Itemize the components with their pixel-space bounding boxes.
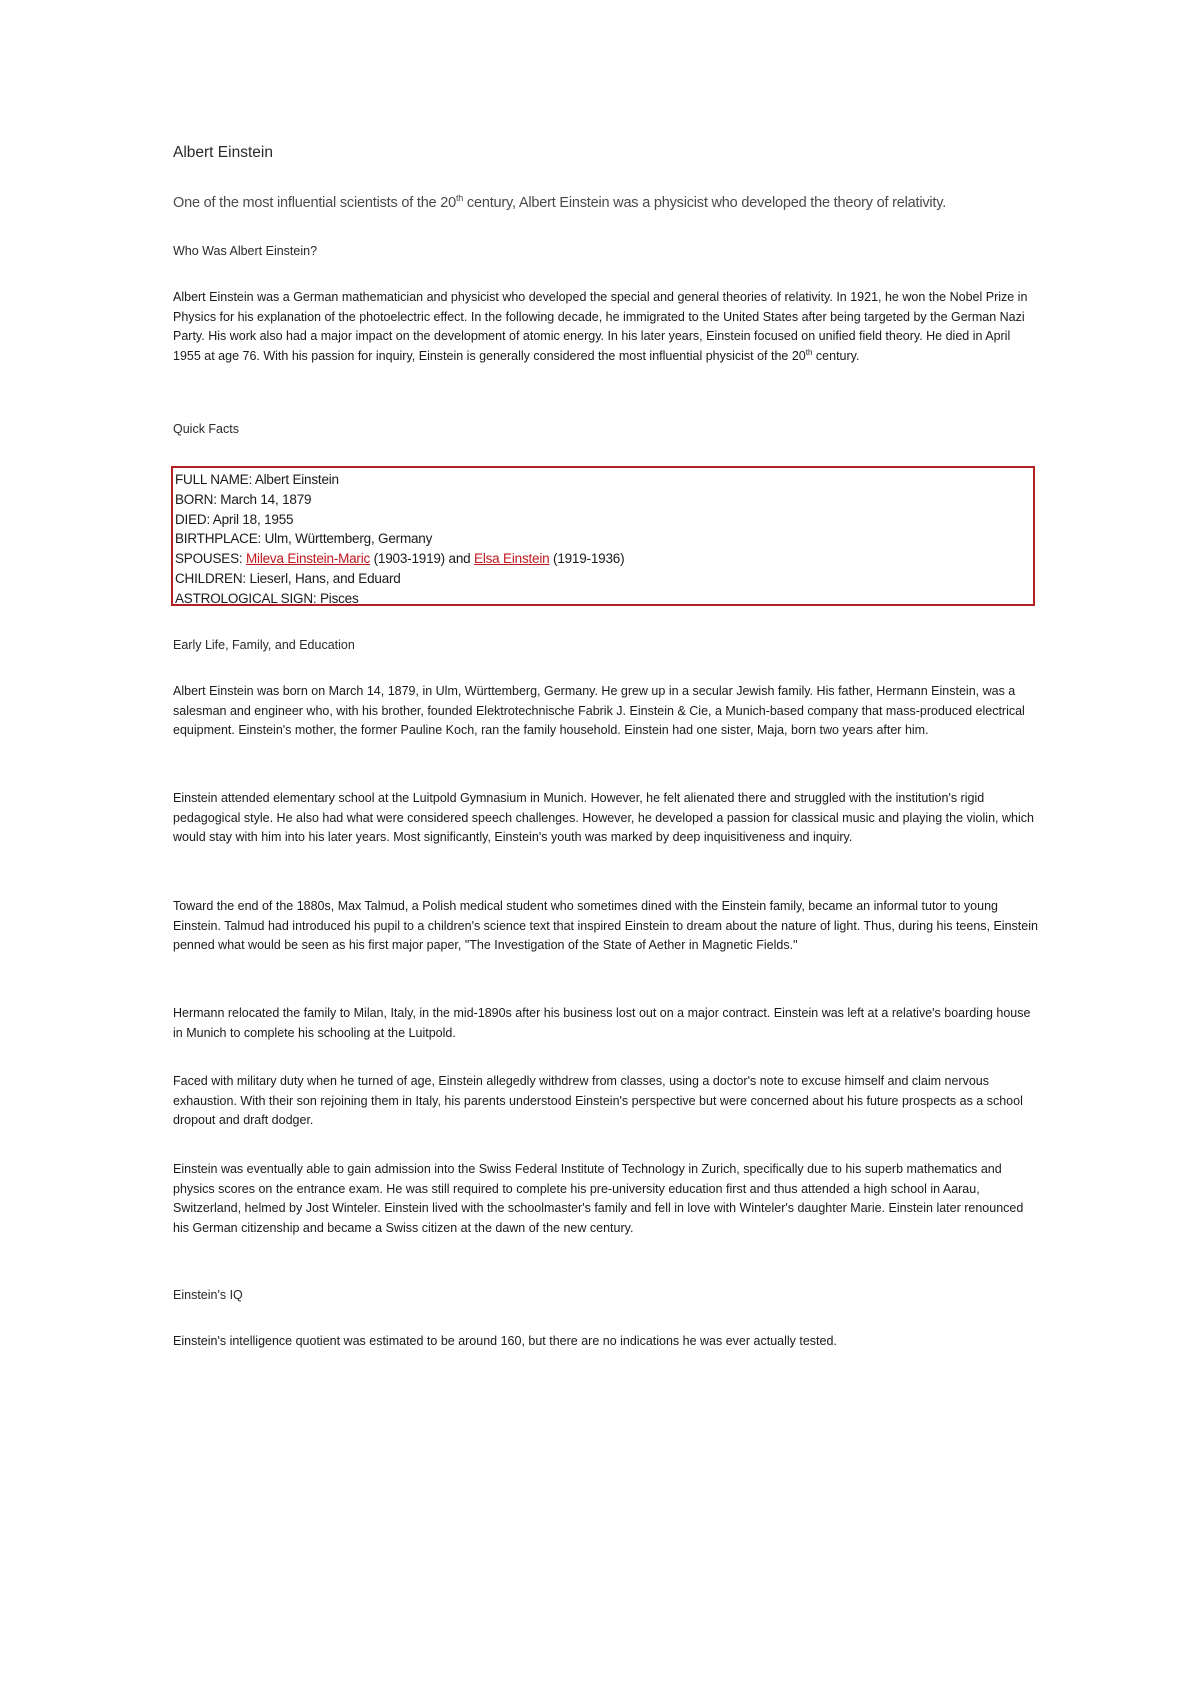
spouse-link-mileva[interactable]: Mileva Einstein-Maric xyxy=(245,551,371,567)
spouses-label: SPOUSES: xyxy=(175,551,246,567)
fact-spouses xyxy=(175,549,1033,569)
fact-children: CHILDREN: Lieserl, Hans, and Eduard xyxy=(175,570,401,586)
subtitle-text-start: One of the most influential scientists of the 20 xyxy=(173,194,456,211)
paragraph-iq: Einstein's intelligence quotient was estimated to be around 160, but there are no indications he was ever actually tested. xyxy=(173,1334,837,1348)
section-heading-early-life: Early Life, Family, and Education xyxy=(173,638,355,652)
fact-born: BORN: March 14, 1879 xyxy=(175,491,312,507)
article-subtitle xyxy=(173,193,946,211)
paragraph-early-life-3: Toward the end of the 1880s, Max Talmud, a Polish medical student who sometimes dined with the Einstein family, became an informal tutor to young Einstein. Talmud had introduced his pupil to a children's science text that inspired Einstein to dream about the nature of light. Thus, during his teens, Einstein penned what would be seen as his first major paper, "The Investigation of the State of Aether in Magnetic Fields." xyxy=(173,899,1038,953)
paragraph-who-superscript: th xyxy=(805,347,813,357)
paragraph-early-life-6: Einstein was eventually able to gain admission into the Swiss Federal Institute of Technology in Zurich, specifically due to his superb mathematics and physics scores on the entrance exam. He was still required to complete his pre-university education first and thus attended a high school in Aarau, Switzerland, helmed by Jost Winteler. Einstein lived with the schoolmaster's family and fell in love with Winteler's daughter Marie. Einstein later renounced his German citizenship and became a Swiss citizen at the dawn of the new century. xyxy=(173,1162,1024,1236)
paragraph-early-life-5: Faced with military duty when he turned of age, Einstein allegedly withdrew from classes, using a doctor's note to excuse himself and claim nervous exhaustion. With their son rejoining them in Italy, his parents understood Einstein's perspective but were concerned about his future prospects as a school dropout and draft dodger. xyxy=(173,1074,1023,1128)
quick-facts-box xyxy=(171,466,1035,606)
subtitle-text-end: century, Albert Einstein was a physicist who developed the theory of relativity. xyxy=(463,194,947,211)
fact-full-name: FULL NAME: Albert Einstein xyxy=(175,472,339,487)
fact-birthplace: BIRTHPLACE: Ulm, Württemberg, Germany xyxy=(175,531,433,547)
subtitle-superscript: th xyxy=(455,193,464,203)
fact-died: DIED: April 18, 1955 xyxy=(175,511,294,527)
section-heading-quick-facts: Quick Facts xyxy=(173,422,239,436)
paragraph-early-life-4: Hermann relocated the family to Milan, Italy, in the mid-1890s after his business lost out on a major contract. Einstein was left at a relative's boarding house in Munich to complete his schooling at the Luitpold. xyxy=(173,1006,1031,1040)
spouse1-years: (1903-1919) and xyxy=(370,551,475,567)
paragraph-who-text: Albert Einstein was a German mathematician and physicist who developed the special and general theories of relativity. In 1921, he won the Nobel Prize in Physics for his explanation of the photoelectric effect. In the following decade, he immigrated to the United States after being targeted by the German Nazi Party. His work also had a major impact on the development of atomic energy. In his later years, Einstein focused on unified field theory. He died in April 1955 at age 76. With his passion for inquiry, Einstein is generally considered the most influential physicist of the 20 xyxy=(173,290,1028,364)
fact-astrological-sign: ASTROLOGICAL SIGN: Pisces xyxy=(175,590,359,606)
spouse2-years: (1919-1936) xyxy=(549,551,625,567)
paragraph-early-life-2: Einstein attended elementary school at the Luitpold Gymnasium in Munich. However, he felt alienated there and struggled with the institution's rigid pedagogical style. He also had what were considered speech challenges. However, he developed a passion for classical music and playing the violin, which would stay with him into his later years. Most significantly, Einstein's youth was marked by deep inquisitiveness and inquiry. xyxy=(173,791,1034,845)
section-heading-who: Who Was Albert Einstein? xyxy=(173,244,318,258)
section-heading-iq: Einstein's IQ xyxy=(173,1288,243,1302)
article-title: Albert Einstein xyxy=(173,144,273,161)
paragraph-who-text-end: century. xyxy=(812,349,860,364)
paragraph-who xyxy=(173,288,1039,367)
spouse-link-elsa[interactable]: Elsa Einstein xyxy=(474,551,550,567)
paragraph-early-life-1: Albert Einstein was born on March 14, 1879, in Ulm, Württemberg, Germany. He grew up in a secular Jewish family. His father, Hermann Einstein, was a salesman and engineer who, with his brother, founded Elektrotechnische Fabrik J. Einstein & Cie, a Munich-based company that mass-produced electrical equipment. Einstein's mother, the former Pauline Koch, ran the family household. Einstein had one sister, Maja, born two years after him. xyxy=(173,684,1025,738)
